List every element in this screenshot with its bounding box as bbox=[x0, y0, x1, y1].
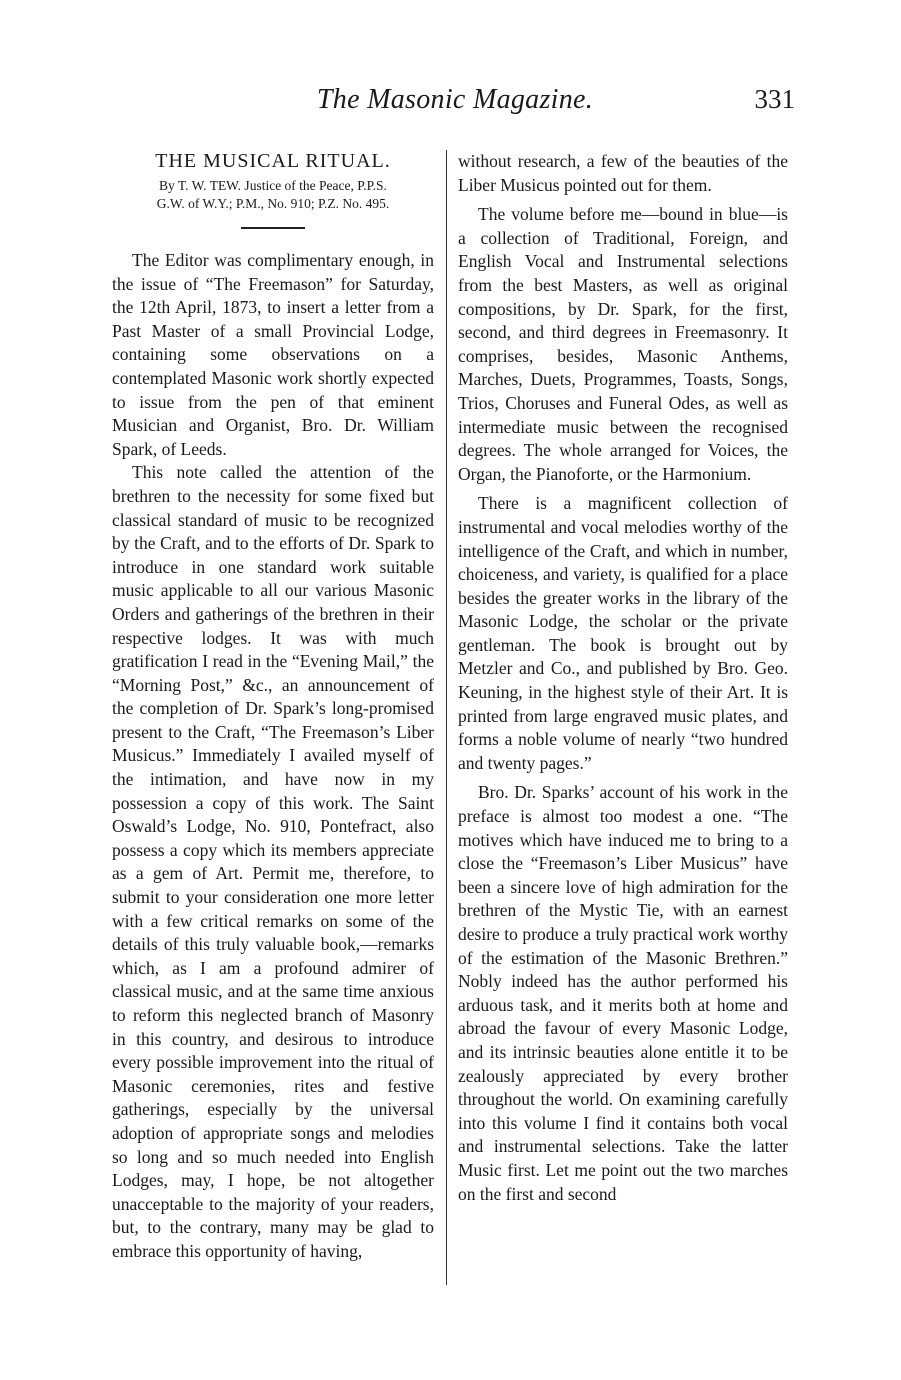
left-column bbox=[112, 150, 434, 1264]
article-title: THE MUSICAL RITUAL. bbox=[155, 150, 391, 172]
right-column bbox=[458, 150, 788, 1206]
paragraph: The volume before me—bound in blue—is a collection of Traditional, Foreign, and English Vocal and Instrumental selections from the best Masters, as well as original compositions, by Dr. Spark, for the first, second, and third degrees in Freemasonry. It comprises, besides, Masonic Anthems, Marches, Duets, Programmes, Toasts, Songs, Trios, Choruses and Funeral Odes, as well as intermediate music between the recognised degrees. The whole arranged for Voices, the Organ, the Pianoforte, or the Harmonium. bbox=[458, 204, 788, 484]
paragraph: The Editor was complimentary enough, in the issue of “The Freemason” for Saturday, the 12th April, 1873, to insert a letter from a Past Master of a small Provincial Lodge, containing some observations on a contemplated Masonic work shortly expected to issue from the pen of that eminent Musician and Organist, Bro. Dr. William Spark, of Leeds. bbox=[112, 250, 434, 459]
paragraph: There is a magnificent collection of instrumental and vocal melodies worthy of the intelligence of the Craft, and which in number, choiceness, and variety, is qualified for a place besides the greater works in the library of the Masonic Lodge, the scholar or the private gentleman. The book is brought out by Metzler and Co., and published by Bro. Geo. Keuning, in the highest style of their Art. It is printed from large engraved music plates, and forms a noble volume of nearly “two hundred and twenty pages.” bbox=[458, 493, 788, 773]
paragraph: This note called the attention of the brethren to the necessity for some fixed but classical standard of music to be recognized by the Craft, and to the efforts of Dr. Spark to introduce in one standard work suitable music applicable to all our various Masonic Orders and gatherings of the brethren in their respective lodges. It was with much gratification I read in the “Evening Mail,” the “Morning Post,” &c., an announcement of the completion of Dr. Spark’s long-promised present to the Craft, “The Freemason’s Liber Musicus.” Immediately I availed myself of the intimation, and have now in my possession a copy of this work. The Saint Oswald’s Lodge, No. 910, Pontefract, also possess a copy which its members appreciate as a gem of Art. Permit me, therefore, to submit to your consideration one more letter with a few critical remarks on some of the details of this truly valuable book,—remarks which, as I am a profound admirer of classical music, and at the same time anxious to reform this neglected branch of Masonry in this country, and desirous to introduce every possible improvement into the ritual of Masonic ceremonies, rites and festive gatherings, especially by the universal adoption of appropriate songs and melodies so long and so much needed into English Lodges, may, I hope, be not altogether unacceptable to the majority of your readers, but, to the contrary, many may be glad to embrace this opportunity of having, bbox=[112, 462, 434, 1261]
paragraph: Bro. Dr. Sparks’ account of his work in the preface is almost too modest a one. “The motives which have induced me to bring to a close the “Freemason’s Liber Musicus” have been a sincere love of high admiration for the brethren of the Mystic Tie, with an earnest desire to produce a truly practical work worthy of the estimation of the Masonic Brethren.” Nobly indeed has the author performed his arduous task, and it merits both at home and abroad the favour of every Masonic Lodge, and its intrinsic beauties alone entitle it to be zealously appreciated by every brother throughout the world. On examining carefully into this volume I find it contains both vocal and instrumental selections. Take the latter Music first. Let me point out the two marches on the first and second bbox=[458, 782, 788, 1204]
page-number: 331 bbox=[754, 84, 795, 114]
paragraph-continued: without research, a few of the beauties of the Liber Musicus pointed out for them. bbox=[458, 151, 788, 195]
column-divider bbox=[446, 150, 447, 1285]
title-rule bbox=[241, 227, 305, 229]
running-title: The Masonic Magazine. bbox=[316, 84, 594, 115]
byline-line-1: By T. W. TEW. Justice of the Peace, P.P.S. bbox=[159, 178, 387, 193]
page-header bbox=[0, 84, 901, 124]
byline-line-2: G.W. of W.Y.; P.M., No. 910; P.Z. No. 495. bbox=[156, 196, 390, 211]
